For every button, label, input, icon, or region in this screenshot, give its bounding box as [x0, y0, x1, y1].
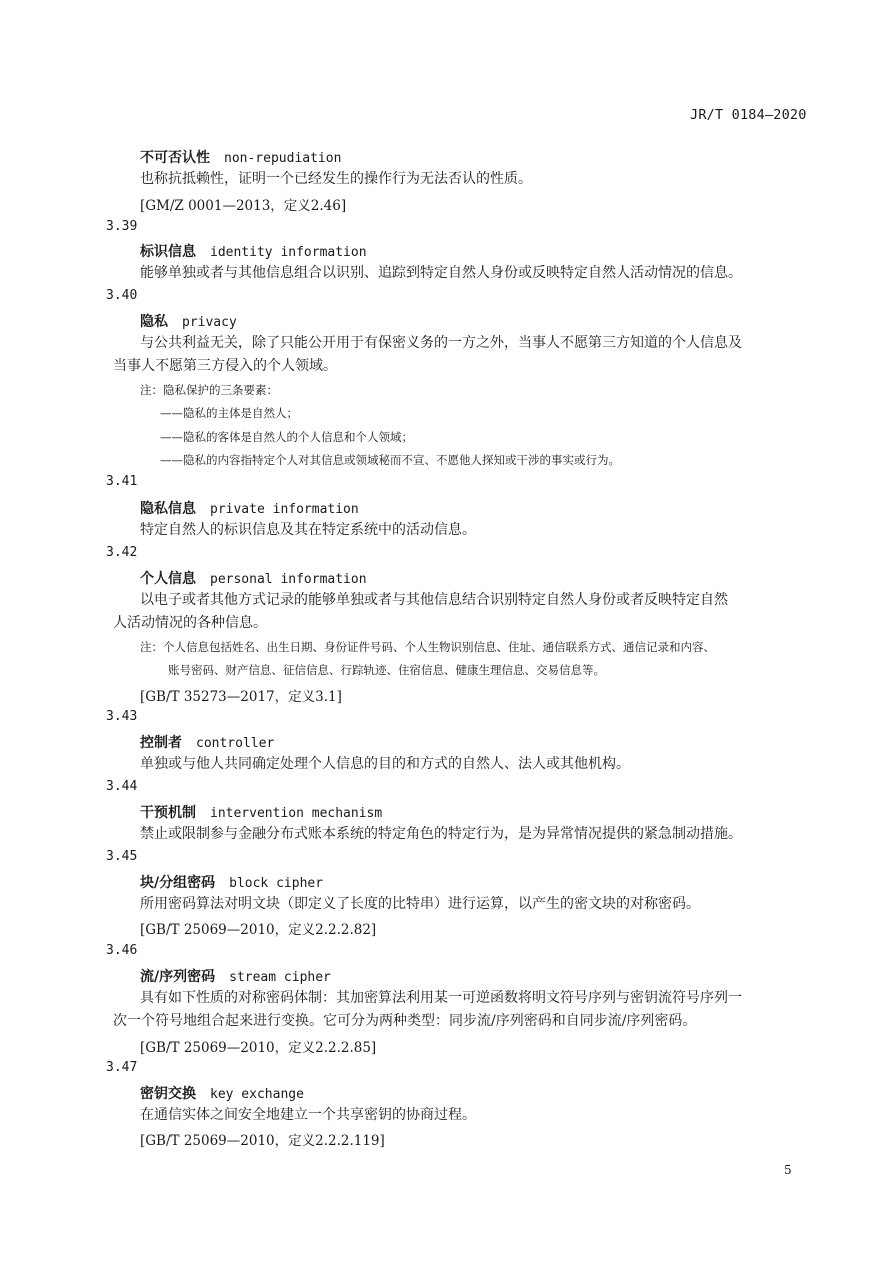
- clause-number: 3.42: [106, 545, 138, 560]
- note-text-continued: 账号密码、财产信息、征信信息、行踪轨迹、住宿信息、健康生理信息、交易信息等。: [168, 663, 605, 677]
- term-definition: 也称抗抵赖性，证明一个已经发生的操作行为无法否认的性质。: [140, 171, 532, 187]
- clause-number: 3.41: [106, 474, 138, 489]
- term-zh: 隐私信息: [140, 501, 196, 517]
- term-en: intervention mechanism: [210, 806, 383, 821]
- term-en: privacy: [182, 315, 237, 330]
- term-en: private information: [210, 502, 359, 517]
- term-source: [GB/T 25069—2010，定义2.2.2.85]: [140, 1040, 377, 1056]
- term-heading: [140, 568, 367, 588]
- term-definition: 禁止或限制参与金融分布式账本系统的特定角色的特定行为，是为异常情况提供的紧急制动措施。: [140, 826, 742, 842]
- term-source: [GB/T 25069—2010，定义2.2.2.119]: [140, 1133, 385, 1149]
- term-definition: 以电子或者其他方式记录的能够单独或者与其他信息结合识别特定自然人身份或者反映特定自然: [140, 592, 728, 608]
- term-definition: 单独或与他人共同确定处理个人信息的目的和方式的自然人、法人或其他机构。: [140, 756, 630, 772]
- term-zh: 块/分组密码: [140, 875, 216, 891]
- term-heading: [140, 802, 382, 822]
- term-definition: 特定自然人的标识信息及其在特定系统中的活动信息。: [140, 522, 476, 538]
- clause-number: 3.40: [106, 288, 138, 303]
- term-en: personal information: [210, 572, 367, 587]
- term-definition-continued: 当事人不愿第三方侵入的个人领域。: [113, 358, 337, 374]
- document-id-header: JR/T 0184—2020: [690, 107, 807, 123]
- term-en: block cipher: [229, 876, 324, 891]
- term-zh: 个人信息: [140, 571, 196, 587]
- term-source: [GM/Z 0001—2013，定义2.46]: [140, 198, 347, 214]
- term-definition-continued: 人活动情况的各种信息。: [113, 615, 267, 631]
- clause-number: 3.45: [106, 849, 138, 864]
- note-item: ——隐私的内容指特定个人对其信息或领域秘而不宣、不愿他人探知或干涉的事实或行为。: [160, 453, 620, 467]
- term-heading: [140, 498, 359, 518]
- term-en: identity information: [210, 245, 367, 260]
- term-heading: [140, 241, 367, 261]
- term-heading: [140, 311, 237, 331]
- term-zh: 不可否认性: [140, 150, 210, 166]
- term-zh: 密钥交换: [140, 1086, 196, 1102]
- term-source: [GB/T 35273—2017，定义3.1]: [140, 689, 342, 705]
- term-en: stream cipher: [229, 970, 331, 985]
- note-item: ——隐私的主体是自然人；: [160, 406, 298, 420]
- term-zh: 干预机制: [140, 805, 196, 821]
- clause-number: 3.39: [106, 219, 138, 234]
- term-zh: 标识信息: [140, 244, 196, 260]
- term-heading: [140, 732, 274, 752]
- term-heading: [140, 1083, 304, 1103]
- page-number: 5: [784, 1163, 792, 1177]
- term-definition: 能够单独或者与其他信息组合以识别、追踪到特定自然人身份或反映特定自然人活动情况的信息。: [140, 265, 742, 281]
- term-heading: [140, 147, 341, 167]
- term-zh: 隐私: [140, 314, 168, 330]
- note-item: ——隐私的客体是自然人的个人信息和个人领域；: [160, 430, 413, 444]
- note-text: 注：个人信息包括姓名、出生日期、身份证件号码、个人生物识别信息、住址、通信联系方式、通信记录和内容、: [140, 640, 715, 654]
- term-en: key exchange: [210, 1087, 304, 1102]
- term-source: [GB/T 25069—2010，定义2.2.2.82]: [140, 922, 377, 938]
- clause-number: 3.43: [106, 709, 138, 724]
- term-heading: [140, 966, 331, 986]
- term-definition: 具有如下性质的对称密码体制：其加密算法利用某一可逆函数将明文符号序列与密钥流符号序列一: [140, 990, 742, 1006]
- note-title: 注：隐私保护的三条要素：: [140, 383, 278, 397]
- clause-number: 3.44: [106, 779, 138, 794]
- clause-number: 3.46: [106, 943, 138, 958]
- term-en: controller: [196, 736, 275, 751]
- term-definition: 所用密码算法对明文块（即定义了长度的比特串）进行运算，以产生的密文块的对称密码。: [140, 896, 700, 912]
- clause-number: 3.47: [106, 1060, 138, 1075]
- term-definition: 在通信实体之间安全地建立一个共享密钥的协商过程。: [140, 1107, 476, 1123]
- term-definition: 与公共利益无关，除了只能公开用于有保密义务的一方之外，当事人不愿第三方知道的个人信息及: [140, 335, 742, 351]
- term-definition-continued: 次一个符号地组合起来进行变换。它可分为两种类型：同步流/序列密码和自同步流/序列密码。: [113, 1013, 697, 1029]
- term-zh: 控制者: [140, 735, 182, 751]
- term-zh: 流/序列密码: [140, 969, 216, 985]
- term-heading: [140, 872, 323, 892]
- term-en: non-repudiation: [224, 151, 342, 166]
